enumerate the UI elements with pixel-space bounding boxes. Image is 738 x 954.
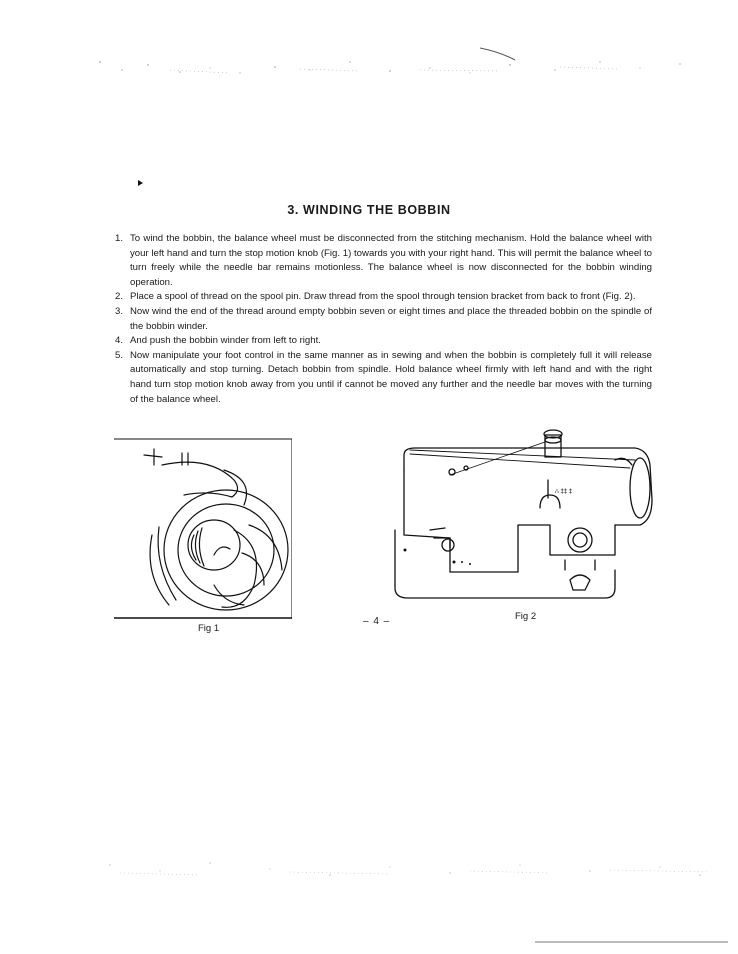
- figure-1-balance-wheel-illustration: [114, 435, 292, 619]
- machine-brand-mark: ∴ ‡‡ ‡: [555, 489, 573, 495]
- list-item: 3. Now wind the end of the thread around empty bobbin seven or eight times and place the threaded bobbin on the spindle of the bobbin winder.: [115, 305, 652, 332]
- list-item: 5. Now manipulate your foot control in the same manner as in sewing and when the bobbin is completely full it will release automatically and stop turning. Detach bobbin from spindle. Hold balance wheel firmly with left hand and with the right hand turn stop motion knob away from you until if cannot be moved any further and the needle bar moves with the turning of the balance wheel.: [115, 349, 652, 405]
- list-item: 4. And push the bobbin winder from left to right.: [115, 335, 321, 347]
- figure-2-sewing-machine-illustration: [390, 420, 655, 605]
- page-number: – 4 –: [363, 616, 391, 627]
- figure-2-caption: Fig 2: [515, 611, 537, 622]
- list-item: 2. Place a spool of thread on the spool pin. Draw thread from the spool through tension bracket from back to front (Fig. 2).: [115, 291, 636, 303]
- margin-mark: [138, 180, 143, 186]
- list-item: 1. To wind the bobbin, the balance wheel must be disconnected from the stitching mechanism. Hold the balance wheel with your left hand and turn the stop motion knob (Fig. 1) towards you with your right hand. This will permit the balance wheel to turn freely while the needle bar remains motionless. The balance wheel is now disconnected for the bobbin winding operation.: [115, 233, 652, 288]
- section-title: 3. WINDING THE BOBBIN: [287, 203, 451, 217]
- instruction-list: [112, 232, 652, 407]
- scan-noise-bottom: [90, 845, 720, 885]
- figure-1-caption: Fig 1: [198, 623, 220, 634]
- scan-noise-top: [60, 40, 700, 85]
- bottom-edge-line: [535, 941, 728, 943]
